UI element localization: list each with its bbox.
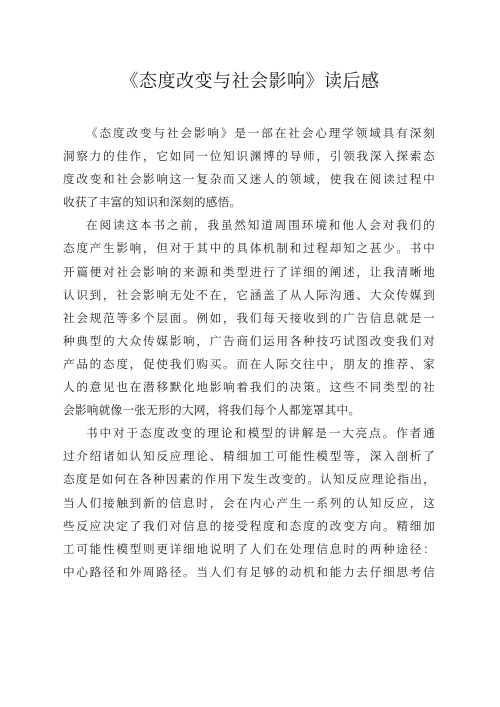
body-line: 收获了丰富的知识和深刻的感悟。 xyxy=(63,195,242,210)
body-line: 在阅读这本书之前，我虽然知道周围环境和他人会对我们的 xyxy=(86,218,435,233)
body-line: 过介绍诸如认知反应理论、精细加工可能性模型等，深入剖析了 xyxy=(63,449,435,464)
document-title: 《态度改变与社会影响》读后感 xyxy=(120,71,380,92)
body-line: 会影响就像一张无形的大网，将我们每个人都笼罩其中。 xyxy=(63,403,361,418)
body-line: 产品的态度，促使我们购买。而在人际交往中，朋友的推荐、家 xyxy=(63,356,435,371)
body-line: 工可能性模型则更详细地说明了人们在处理信息时的两种途径： xyxy=(63,541,435,556)
document-body xyxy=(63,122,435,584)
body-line: 人的意见也在潜移默化地影响着我们的决策。这些不同类型的社 xyxy=(63,380,435,395)
body-line: 洞察力的佳作，它如同一位知识渊博的导师，引领我深入探索态 xyxy=(63,149,435,164)
body-line: 社会规范等多个层面。例如，我们每天接收到的广告信息就是一 xyxy=(63,310,435,325)
body-line: 态度是如何在各种因素的作用下发生改变的。认知反应理论指出， xyxy=(63,472,435,487)
body-line: 种典型的大众传媒影响，广告商们运用各种技巧试图改变我们对 xyxy=(63,333,435,348)
body-line: 中心路径和外周路径。当人们有足够的动机和能力去仔细思考信 xyxy=(63,564,435,579)
body-line: 当人们接触到新的信息时，会在内心产生一系列的认知反应，这 xyxy=(63,495,435,510)
body-line: 开篇便对社会影响的来源和类型进行了详细的阐述，让我清晰地 xyxy=(63,264,435,279)
body-line: 些反应决定了我们对信息的接受程度和态度的改变方向。精细加 xyxy=(63,518,435,533)
body-line: 度改变和社会影响这一复杂而又迷人的领域，使我在阅读过程中 xyxy=(63,172,435,187)
body-line: 书中对于态度改变的理论和模型的讲解是一大亮点。作者通 xyxy=(86,426,435,441)
body-line: 态度产生影响，但对于其中的具体机制和过程却知之甚少。书中 xyxy=(63,241,435,256)
body-line: 《态度改变与社会影响》是一部在社会心理学领域具有深刻 xyxy=(86,126,435,140)
body-line: 认识到，社会影响无处不在，它涵盖了从人际沟通、大众传媒到 xyxy=(63,287,435,302)
